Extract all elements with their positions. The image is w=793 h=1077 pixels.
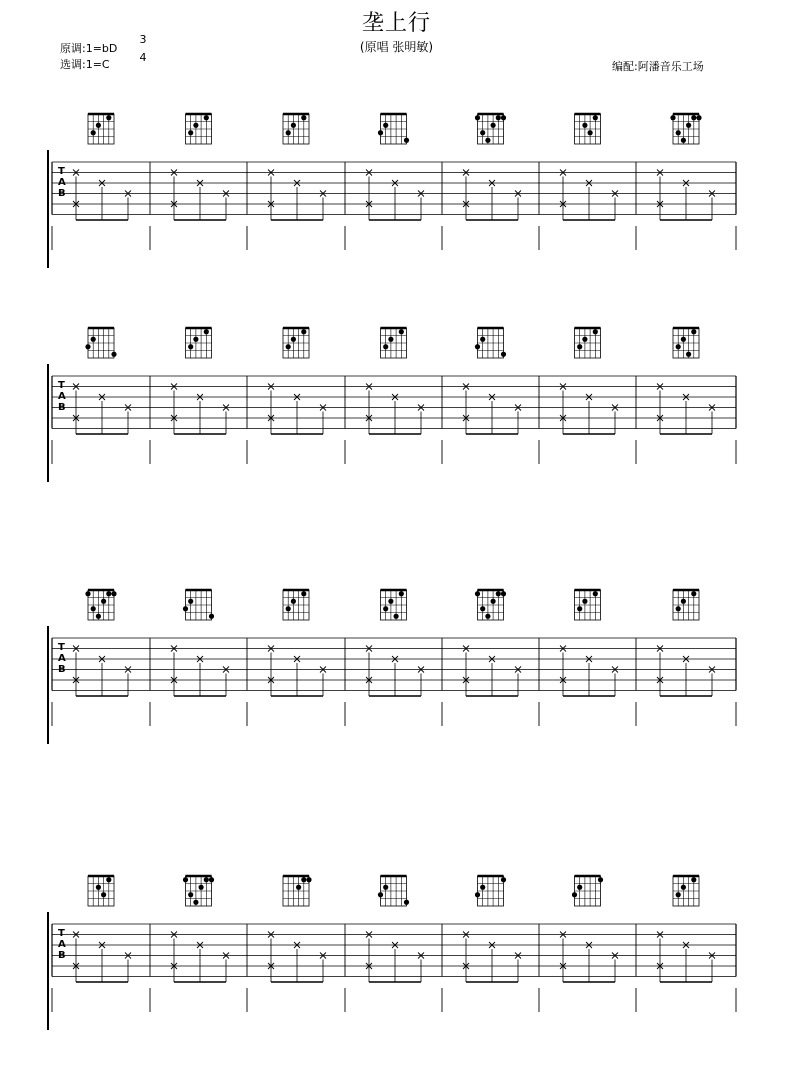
tab-clef-letter: T <box>58 166 65 177</box>
chord-finger-dot <box>301 115 306 120</box>
chord-finger-dot <box>188 130 193 135</box>
chord-finger-dot <box>496 115 501 120</box>
chord-finger-dot <box>301 877 306 882</box>
chord-finger-dot <box>85 344 90 349</box>
chord-finger-dot <box>204 877 209 882</box>
chord-finger-dot <box>286 344 291 349</box>
chord-finger-dot <box>394 614 399 619</box>
chord-finger-dot <box>399 591 404 596</box>
chord-finger-dot <box>582 599 587 604</box>
chord-finger-dot <box>291 337 296 342</box>
chord-finger-dot <box>199 885 204 890</box>
chord-finger-dot <box>296 885 301 890</box>
song-title: 垄上行 <box>361 11 431 36</box>
chord-finger-dot <box>681 885 686 890</box>
chord-finger-dot <box>598 877 603 882</box>
tab-clef-letter: A <box>58 653 66 664</box>
chord-finger-dot <box>572 892 577 897</box>
tab-clef-letter: B <box>58 402 66 413</box>
chord-finger-dot <box>96 614 101 619</box>
chord-finger-dot <box>593 329 598 334</box>
chord-finger-dot <box>691 877 696 882</box>
chord-finger-dot <box>475 115 480 120</box>
meter-bottom: 4 <box>139 51 147 64</box>
chord-finger-dot <box>301 591 306 596</box>
chord-finger-dot <box>691 115 696 120</box>
chord-finger-dot <box>378 892 383 897</box>
chord-finger-dot <box>686 123 691 128</box>
chord-finger-dot <box>106 591 111 596</box>
tab-clef-letter: A <box>58 391 66 402</box>
chord-finger-dot <box>480 130 485 135</box>
chord-finger-dot <box>696 115 701 120</box>
chord-finger-dot <box>106 115 111 120</box>
chord-finger-dot <box>91 337 96 342</box>
chord-finger-dot <box>188 892 193 897</box>
chord-finger-dot <box>691 329 696 334</box>
chord-finger-dot <box>106 877 111 882</box>
chord-finger-dot <box>501 591 506 596</box>
chord-finger-dot <box>686 352 691 357</box>
chord-finger-dot <box>193 337 198 342</box>
chord-finger-dot <box>480 885 485 890</box>
chord-finger-dot <box>204 115 209 120</box>
chord-finger-dot <box>496 591 501 596</box>
chord-finger-dot <box>101 892 106 897</box>
chord-finger-dot <box>378 130 383 135</box>
chord-finger-dot <box>475 892 480 897</box>
chord-finger-dot <box>399 329 404 334</box>
chord-finger-dot <box>291 123 296 128</box>
chord-finger-dot <box>491 123 496 128</box>
chord-finger-dot <box>480 606 485 611</box>
chord-finger-dot <box>475 344 480 349</box>
chord-finger-dot <box>676 344 681 349</box>
chord-finger-dot <box>593 591 598 596</box>
tab-clef-letter: A <box>58 177 66 188</box>
chord-finger-dot <box>111 591 116 596</box>
chord-finger-dot <box>404 900 409 905</box>
chord-finger-dot <box>183 606 188 611</box>
chord-finger-dot <box>582 123 587 128</box>
chord-finger-dot <box>676 892 681 897</box>
chord-finger-dot <box>291 599 296 604</box>
chord-finger-dot <box>85 591 90 596</box>
chord-finger-dot <box>286 606 291 611</box>
chord-finger-dot <box>383 885 388 890</box>
chord-finger-dot <box>577 344 582 349</box>
chord-finger-dot <box>582 337 587 342</box>
chord-finger-dot <box>501 877 506 882</box>
chord-finger-dot <box>209 614 214 619</box>
chord-finger-dot <box>404 138 409 143</box>
tab-clef-letter: T <box>58 642 65 653</box>
tab-clef-letter: A <box>58 939 66 950</box>
chord-finger-dot <box>193 123 198 128</box>
chord-finger-dot <box>491 599 496 604</box>
chord-finger-dot <box>676 606 681 611</box>
chord-finger-dot <box>501 115 506 120</box>
tab-clef-letter: B <box>58 664 66 675</box>
tab-clef-letter: T <box>58 380 65 391</box>
chord-finger-dot <box>383 344 388 349</box>
chord-finger-dot <box>301 329 306 334</box>
chord-finger-dot <box>577 885 582 890</box>
chord-finger-dot <box>593 115 598 120</box>
chord-finger-dot <box>383 123 388 128</box>
original-key: 原调:1=bD <box>60 42 118 55</box>
arranger-credit: 编配:阿潘音乐工场 <box>612 60 704 73</box>
chord-finger-dot <box>388 337 393 342</box>
chord-finger-dot <box>188 344 193 349</box>
chord-finger-dot <box>485 614 490 619</box>
chord-finger-dot <box>96 123 101 128</box>
chord-finger-dot <box>209 877 214 882</box>
chord-finger-dot <box>681 337 686 342</box>
tab-clef-letter: B <box>58 950 66 961</box>
chord-finger-dot <box>183 877 188 882</box>
chord-finger-dot <box>681 599 686 604</box>
chord-finger-dot <box>691 591 696 596</box>
chord-finger-dot <box>188 599 193 604</box>
chord-finger-dot <box>485 138 490 143</box>
chord-finger-dot <box>286 130 291 135</box>
chord-finger-dot <box>306 877 311 882</box>
song-subtitle: (原唱 张明敏) <box>359 40 434 54</box>
chord-finger-dot <box>388 599 393 604</box>
chord-finger-dot <box>501 352 506 357</box>
selected-key: 选调:1=C <box>60 58 110 71</box>
chord-finger-dot <box>111 352 116 357</box>
chord-finger-dot <box>480 337 485 342</box>
tab-clef-letter: T <box>58 928 65 939</box>
chord-finger-dot <box>670 115 675 120</box>
chord-finger-dot <box>96 885 101 890</box>
chord-finger-dot <box>383 606 388 611</box>
meter-top: 3 <box>139 33 147 46</box>
chord-finger-dot <box>681 138 686 143</box>
chord-finger-dot <box>193 900 198 905</box>
chord-finger-dot <box>588 130 593 135</box>
tab-clef-letter: B <box>58 188 66 199</box>
chord-finger-dot <box>91 606 96 611</box>
chord-finger-dot <box>475 591 480 596</box>
chord-finger-dot <box>204 329 209 334</box>
chord-finger-dot <box>577 606 582 611</box>
chord-finger-dot <box>101 599 106 604</box>
chord-finger-dot <box>91 130 96 135</box>
chord-finger-dot <box>676 130 681 135</box>
